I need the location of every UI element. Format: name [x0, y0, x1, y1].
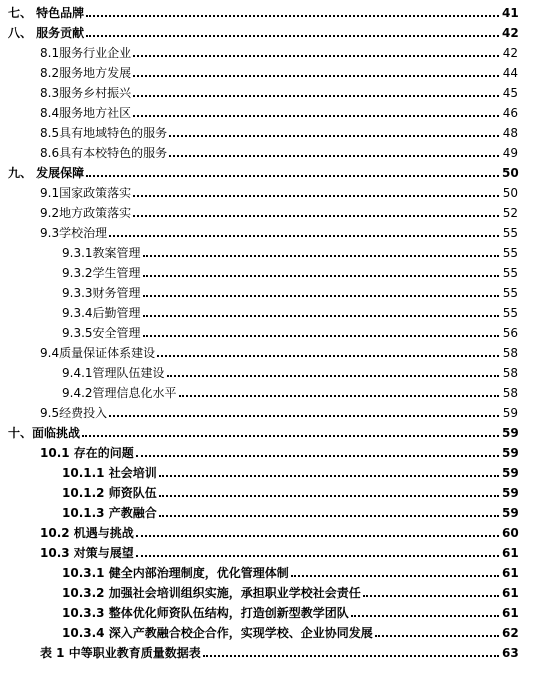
toc-leader-dots	[143, 275, 499, 277]
toc-entry-page: 59	[502, 426, 519, 440]
toc-entry-label: 9.3.3财务管理	[62, 286, 141, 300]
toc-entry[interactable]	[40, 340, 518, 360]
toc-entry-page: 59	[502, 466, 519, 480]
toc-entry-page: 60	[502, 526, 519, 540]
toc-entry-page: 46	[502, 106, 518, 120]
toc-entry-label: 10.3.4 深入产教融合校企合作，实现学校、企业协同发展	[62, 626, 373, 640]
toc-leader-dots	[157, 355, 499, 357]
toc-leader-dots	[86, 175, 499, 177]
toc-entry-label: 10.1.2 师资队伍	[62, 486, 157, 500]
toc-entry-label: 10.3 对策与展望	[40, 546, 134, 560]
toc-entry[interactable]	[40, 120, 518, 140]
toc-entry-label: 10.1 存在的问题	[40, 446, 134, 460]
toc-entry-page: 55	[502, 286, 518, 300]
toc-entry-label: 9.3.2学生管理	[62, 266, 141, 280]
toc-leader-dots	[203, 655, 499, 657]
toc-entry[interactable]	[8, 160, 518, 180]
toc-leader-dots	[86, 15, 499, 17]
toc-entry[interactable]	[40, 60, 518, 80]
toc-entry-page: 61	[502, 606, 519, 620]
toc-entry-label: 10.2 机遇与挑战	[40, 526, 134, 540]
toc-entry[interactable]	[40, 200, 518, 220]
toc-entry-label: 9.1国家政策落实	[40, 186, 132, 200]
toc-entry-label: 9.4质量保证体系建设	[40, 346, 156, 360]
toc-entry[interactable]	[40, 220, 518, 240]
toc-entry[interactable]	[62, 580, 518, 600]
toc-leader-dots	[143, 295, 499, 297]
toc-entry-page: 41	[502, 6, 519, 20]
toc-leader-dots	[133, 55, 499, 57]
toc-leader-dots	[133, 115, 499, 117]
toc-leader-dots	[109, 415, 499, 417]
toc-entry[interactable]	[62, 620, 518, 640]
toc-entry[interactable]	[62, 380, 518, 400]
toc-entry-page: 55	[502, 306, 518, 320]
toc-leader-dots	[136, 555, 499, 557]
toc-entry-label: 10.1.3 产教融合	[62, 506, 157, 520]
toc-entry-page: 58	[502, 386, 518, 400]
toc-entry-page: 42	[502, 46, 518, 60]
toc-leader-dots	[136, 535, 499, 537]
toc-entry[interactable]	[62, 600, 518, 620]
toc-entry[interactable]	[40, 520, 518, 540]
toc-entry-page: 55	[502, 246, 518, 260]
toc-entry-label: 9.5经费投入	[40, 406, 108, 420]
toc-entry-page: 48	[502, 126, 518, 140]
toc-entry-label: 8.4服务地方社区	[40, 106, 132, 120]
toc-entry-page: 50	[502, 166, 519, 180]
toc-entry-label: 十、面临挑战	[8, 426, 81, 440]
toc-entry-label: 10.1.1 社会培训	[62, 466, 157, 480]
toc-entry-page: 52	[502, 206, 518, 220]
toc-leader-dots	[351, 615, 499, 617]
toc-entry-label: 8.2服务地方发展	[40, 66, 132, 80]
toc-entry[interactable]	[62, 240, 518, 260]
toc-entry-label: 8.6具有本校特色的服务	[40, 146, 168, 160]
toc-entry-label: 10.3.3 整体优化师资队伍结构，打造创新型教学团队	[62, 606, 349, 620]
toc-entry-label: 9.3学校治理	[40, 226, 108, 240]
toc-leader-dots	[133, 95, 499, 97]
toc-entry-label: 10.3.2 加强社会培训组织实施，承担职业学校社会责任	[62, 586, 361, 600]
toc-entry-label: 九、 发展保障	[8, 166, 85, 180]
toc-leader-dots	[143, 315, 499, 317]
toc-entry[interactable]	[40, 100, 518, 120]
toc-leader-dots	[133, 75, 499, 77]
toc-entry-label: 10.3.1 健全内部治理制度，优化管理体制	[62, 566, 289, 580]
toc-entry-label: 8.3服务乡村振兴	[40, 86, 132, 100]
toc-entry-page: 62	[502, 626, 519, 640]
toc-entry-page: 56	[502, 326, 518, 340]
toc-entry[interactable]	[40, 40, 518, 60]
toc-entry-label: 9.3.4后勤管理	[62, 306, 141, 320]
toc-entry-label: 表 1 中等职业教育质量数据表	[40, 646, 201, 660]
toc-entry[interactable]	[62, 300, 518, 320]
toc-entry-page: 59	[502, 506, 519, 520]
toc-leader-dots	[291, 575, 499, 577]
toc-entry-page: 45	[502, 86, 518, 100]
toc-leader-dots	[159, 515, 499, 517]
toc-entry[interactable]	[40, 540, 518, 560]
toc-leader-dots	[167, 375, 499, 377]
toc-entry[interactable]	[62, 320, 518, 340]
toc-entry[interactable]	[62, 460, 518, 480]
toc-entry-page: 42	[502, 26, 519, 40]
toc-entry-page: 63	[502, 646, 519, 660]
toc-entry-page: 50	[502, 186, 518, 200]
toc-entry-label: 9.4.1管理队伍建设	[62, 366, 165, 380]
toc-entry-label: 8.5具有地域特色的服务	[40, 126, 168, 140]
toc-leader-dots	[375, 635, 499, 637]
toc-entry-label: 9.3.1教案管理	[62, 246, 141, 260]
toc-entry[interactable]	[40, 180, 518, 200]
toc-entry[interactable]	[8, 20, 518, 40]
toc-leader-dots	[143, 335, 499, 337]
toc-entry[interactable]	[40, 80, 518, 100]
toc-entry-page: 58	[502, 366, 518, 380]
toc-entry-page: 61	[502, 546, 519, 560]
toc-leader-dots	[133, 215, 499, 217]
toc-entry[interactable]	[62, 260, 518, 280]
toc-entry-label: 8.1服务行业企业	[40, 46, 132, 60]
toc-entry[interactable]	[62, 480, 518, 500]
toc-entry-page: 58	[502, 346, 518, 360]
toc-leader-dots	[179, 395, 499, 397]
toc-leader-dots	[143, 255, 499, 257]
toc-entry-page: 55	[502, 266, 518, 280]
toc-entry-label: 9.3.5安全管理	[62, 326, 141, 340]
toc-entry[interactable]	[40, 400, 518, 420]
toc-entry-page: 59	[502, 406, 518, 420]
toc-leader-dots	[159, 495, 499, 497]
toc-leader-dots	[82, 435, 499, 437]
toc-entry[interactable]	[40, 640, 518, 660]
toc-entry[interactable]	[8, 420, 518, 440]
toc-leader-dots	[136, 455, 499, 457]
toc-entry-page: 59	[502, 446, 519, 460]
toc-entry-page: 61	[502, 586, 519, 600]
toc-leader-dots	[109, 235, 499, 237]
toc-entry-page: 59	[502, 486, 519, 500]
toc-entry-page: 44	[502, 66, 518, 80]
toc-entry-page: 49	[502, 146, 518, 160]
toc-entry-label: 9.2地方政策落实	[40, 206, 132, 220]
toc-entry-page: 61	[502, 566, 519, 580]
toc-entry[interactable]	[62, 360, 518, 380]
toc-leader-dots	[133, 195, 499, 197]
toc-leader-dots	[159, 475, 499, 477]
toc-leader-dots	[363, 595, 499, 597]
toc-entry[interactable]	[62, 500, 518, 520]
toc-entry[interactable]	[40, 140, 518, 160]
toc-entry-label: 八、 服务贡献	[8, 26, 85, 40]
toc-entry[interactable]	[62, 280, 518, 300]
toc-entry-label: 七、 特色品牌	[8, 6, 85, 20]
toc-entry[interactable]	[8, 0, 518, 20]
toc-entry[interactable]	[62, 560, 518, 580]
toc-entry-label: 9.4.2管理信息化水平	[62, 386, 177, 400]
toc-leader-dots	[169, 135, 499, 137]
toc-entry[interactable]	[40, 440, 518, 460]
toc-leader-dots	[169, 155, 499, 157]
toc-entry-page: 55	[502, 226, 518, 240]
toc-leader-dots	[86, 35, 499, 37]
